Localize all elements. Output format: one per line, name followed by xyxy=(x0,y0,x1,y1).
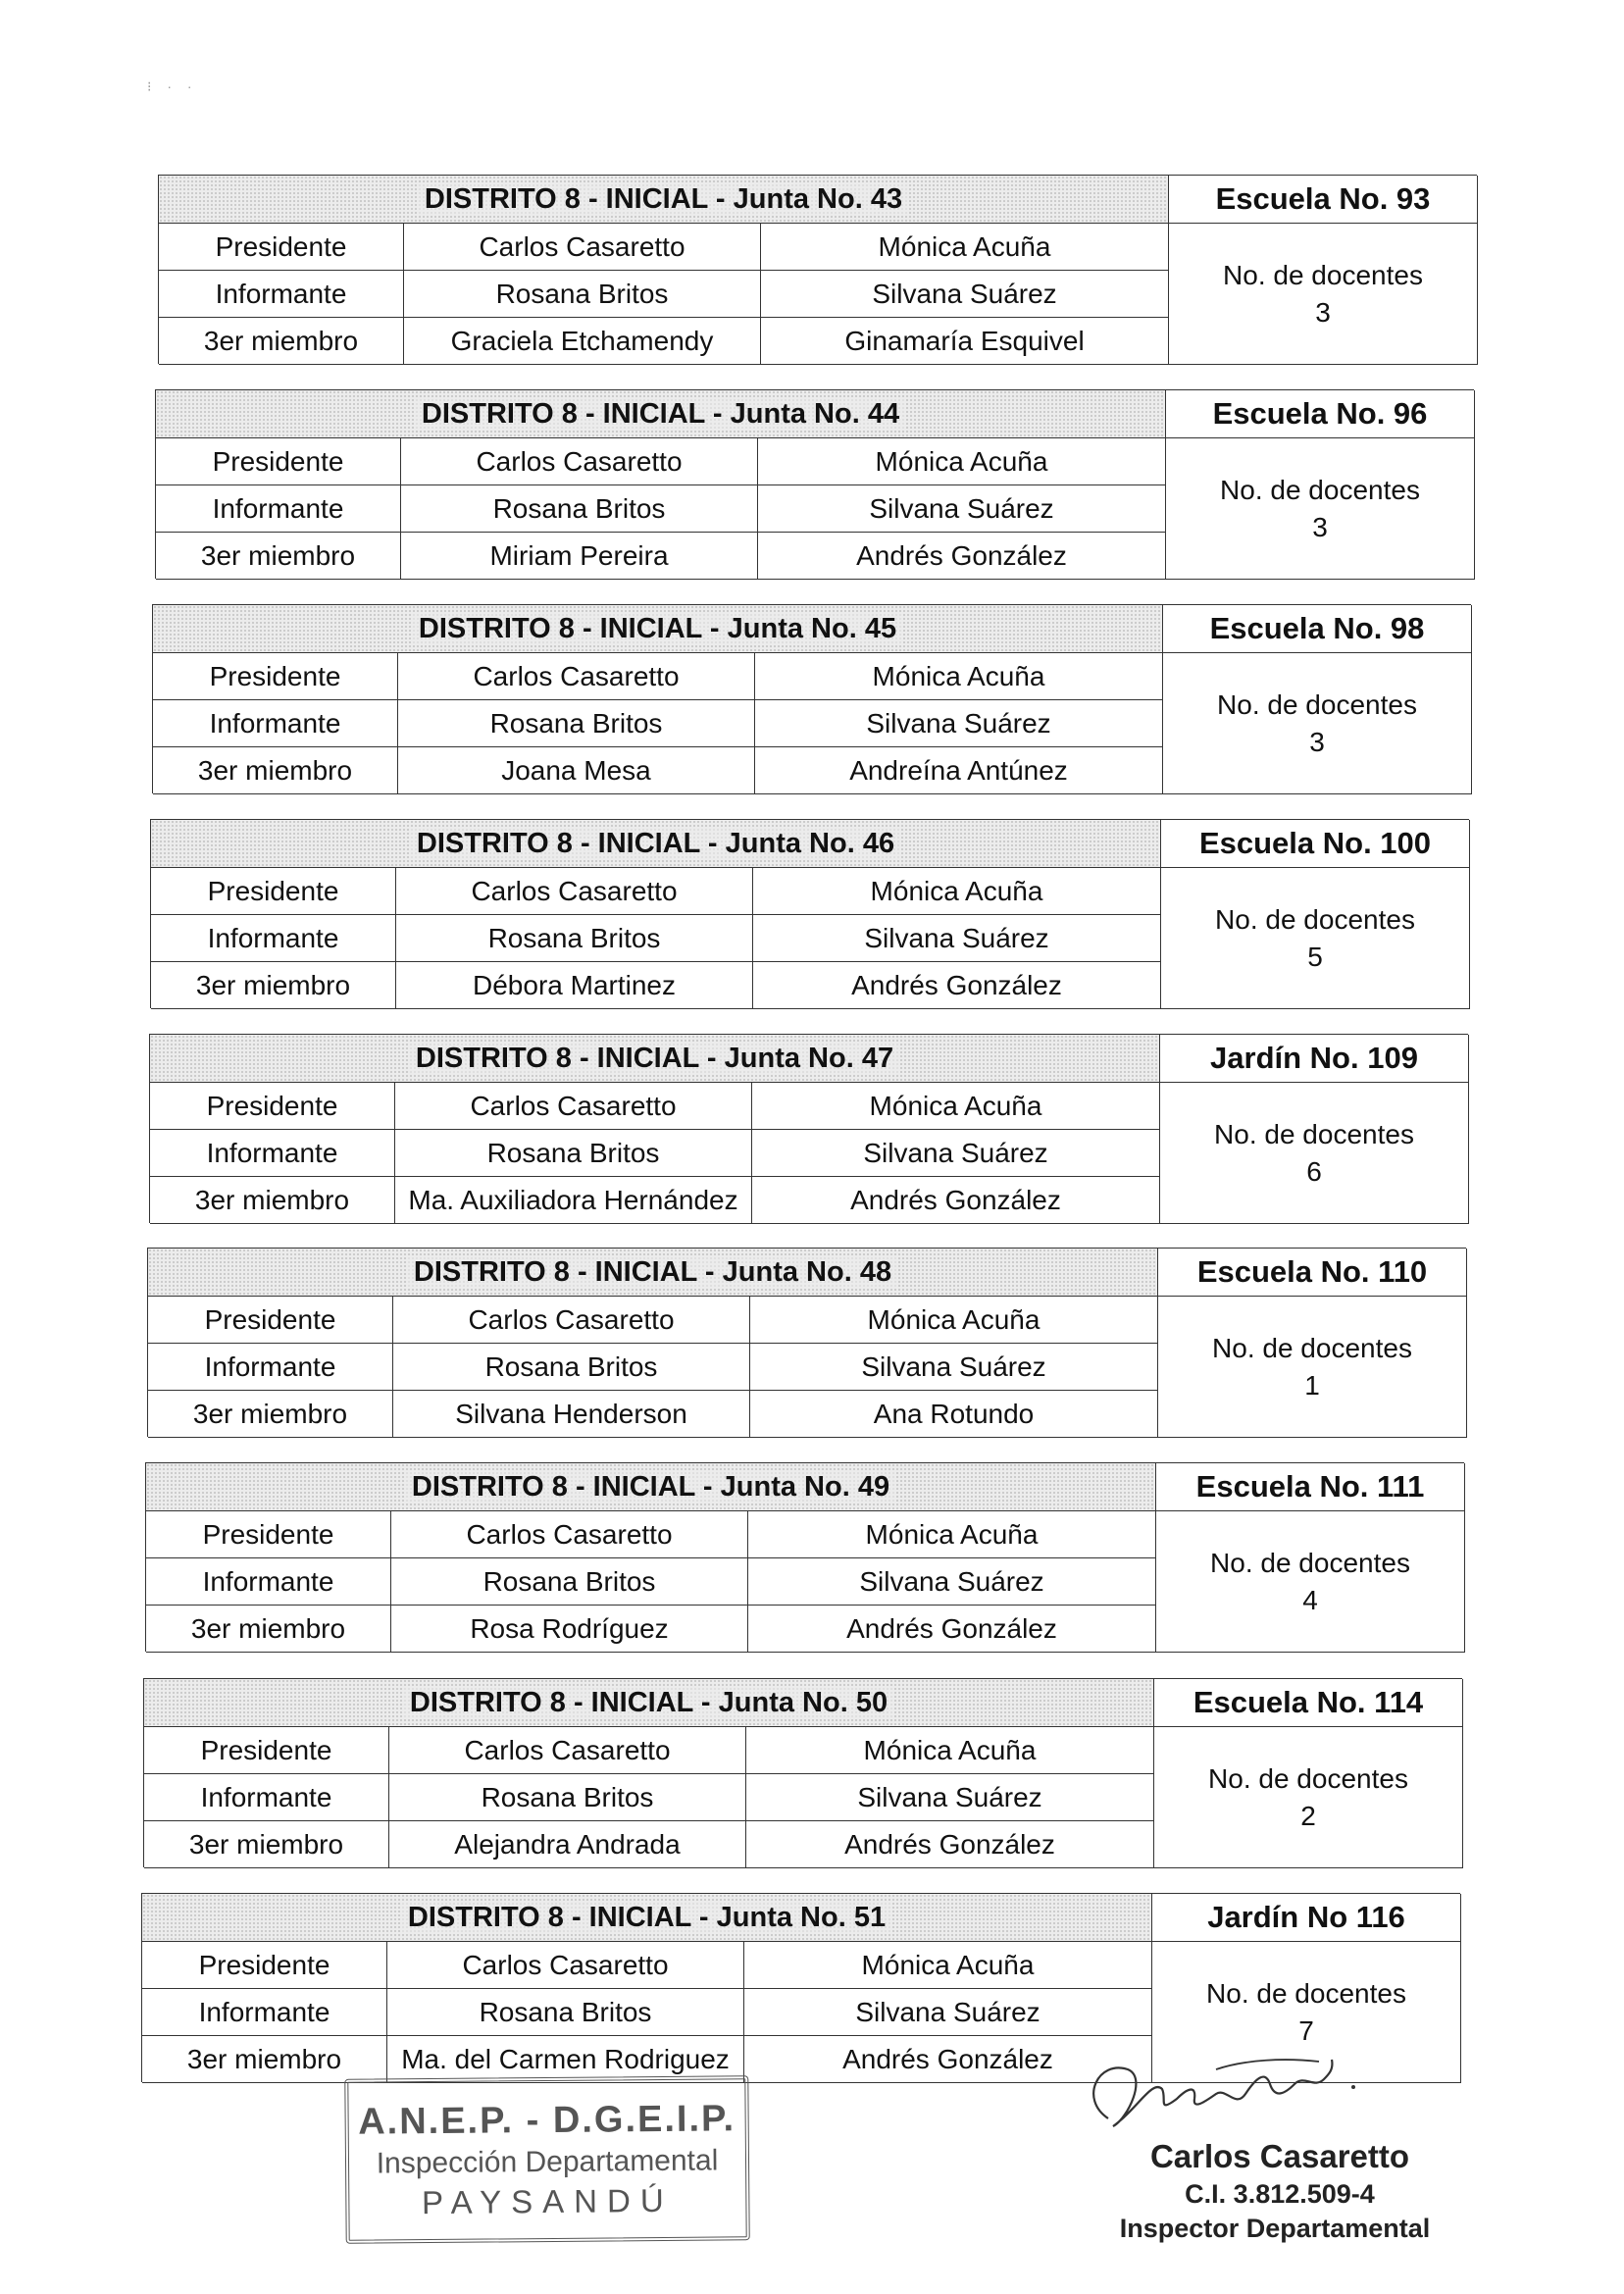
role-label-president: Presidente xyxy=(148,1297,393,1344)
member-titular-president: Carlos Casaretto xyxy=(387,1942,744,1989)
member-alternate-third-member: Andrés González xyxy=(758,533,1166,580)
junta-header xyxy=(146,1463,1156,1511)
role-label-president: Presidente xyxy=(156,438,401,485)
scan-marks: ⁝ · · xyxy=(147,78,198,94)
teachers-label: No. de docentes xyxy=(1223,259,1423,290)
member-alternate-president: Mónica Acuña xyxy=(753,868,1161,915)
junta-table xyxy=(150,819,1469,1008)
member-titular-third-member: Ma. Auxiliadora Hernández xyxy=(395,1177,752,1224)
teachers-count: 4 xyxy=(1302,1584,1318,1615)
role-label-president: Presidente xyxy=(146,1511,391,1558)
junta-header-text: DISTRITO 8 - INICIAL - Junta No. 46 xyxy=(411,828,900,860)
junta-header xyxy=(159,176,1169,224)
teachers-count: 1 xyxy=(1304,1369,1320,1401)
role-label-informant: Informante xyxy=(151,915,396,962)
member-titular-informant: Rosana Britos xyxy=(389,1774,746,1821)
junta-header-text: DISTRITO 8 - INICIAL - Junta No. 48 xyxy=(408,1256,897,1289)
role-label-informant: Informante xyxy=(142,1989,387,2036)
member-alternate-third-member: Andrés González xyxy=(746,1821,1154,1868)
junta-table xyxy=(147,1248,1466,1437)
school-name: Escuela No. 114 xyxy=(1154,1679,1463,1727)
junta-table xyxy=(152,604,1471,793)
member-alternate-informant: Silvana Suárez xyxy=(748,1558,1156,1606)
member-alternate-third-member: Ana Rotundo xyxy=(750,1391,1158,1438)
teachers-count-cell xyxy=(1160,1083,1469,1224)
role-label-informant: Informante xyxy=(148,1344,393,1391)
signature-block xyxy=(1079,2138,1471,2244)
school-name: Escuela No. 93 xyxy=(1169,176,1478,224)
member-titular-third-member: Silvana Henderson xyxy=(393,1391,750,1438)
junta-table xyxy=(158,175,1477,364)
member-titular-informant: Rosana Britos xyxy=(395,1130,752,1177)
teachers-count-cell xyxy=(1163,653,1472,794)
junta-header xyxy=(156,390,1166,438)
member-titular-informant: Rosana Britos xyxy=(396,915,753,962)
junta-header xyxy=(148,1249,1158,1297)
junta-header xyxy=(144,1679,1154,1727)
teachers-label: No. de docentes xyxy=(1206,1977,1406,2009)
role-label-third-member: 3er miembro xyxy=(159,318,404,365)
member-titular-informant: Rosana Britos xyxy=(398,700,755,747)
anep-stamp xyxy=(344,2075,749,2244)
role-label-third-member: 3er miembro xyxy=(142,2036,387,2083)
role-label-informant: Informante xyxy=(150,1130,395,1177)
role-label-president: Presidente xyxy=(150,1083,395,1130)
member-alternate-informant: Silvana Suárez xyxy=(753,915,1161,962)
role-label-third-member: 3er miembro xyxy=(144,1821,389,1868)
member-alternate-president: Mónica Acuña xyxy=(750,1297,1158,1344)
teachers-label: No. de docentes xyxy=(1210,1547,1410,1578)
junta-table xyxy=(145,1462,1464,1652)
teachers-count: 3 xyxy=(1315,296,1331,328)
signer-ci: C.I. 3.812.509-4 xyxy=(1185,2179,1375,2209)
member-titular-president: Carlos Casaretto xyxy=(389,1727,746,1774)
junta-header-text: DISTRITO 8 - INICIAL - Junta No. 51 xyxy=(402,1902,891,1934)
member-alternate-president: Mónica Acuña xyxy=(744,1942,1152,1989)
school-name: Escuela No. 111 xyxy=(1156,1463,1465,1511)
junta-header xyxy=(153,605,1163,653)
role-label-informant: Informante xyxy=(159,271,404,318)
member-titular-informant: Rosana Britos xyxy=(401,485,758,533)
role-label-president: Presidente xyxy=(144,1727,389,1774)
member-alternate-informant: Silvana Suárez xyxy=(752,1130,1160,1177)
junta-header xyxy=(150,1035,1160,1083)
member-titular-informant: Rosana Britos xyxy=(404,271,761,318)
junta-header-text: DISTRITO 8 - INICIAL - Junta No. 49 xyxy=(406,1471,895,1504)
member-alternate-informant: Silvana Suárez xyxy=(758,485,1166,533)
role-label-informant: Informante xyxy=(144,1774,389,1821)
member-alternate-third-member: Andrés González xyxy=(753,962,1161,1009)
role-label-third-member: 3er miembro xyxy=(153,747,398,794)
teachers-count-cell xyxy=(1169,224,1478,365)
teachers-label: No. de docentes xyxy=(1208,1762,1408,1794)
member-titular-president: Carlos Casaretto xyxy=(395,1083,752,1130)
teachers-count: 5 xyxy=(1307,941,1323,972)
teachers-count-cell xyxy=(1154,1727,1463,1868)
member-alternate-third-member: Andrés González xyxy=(744,2036,1152,2083)
school-name: Escuela No. 96 xyxy=(1166,390,1475,438)
teachers-count-cell xyxy=(1161,868,1470,1009)
teachers-label: No. de docentes xyxy=(1217,688,1417,720)
signer-name: Carlos Casaretto xyxy=(1149,2138,1410,2174)
member-titular-third-member: Alejandra Andrada xyxy=(389,1821,746,1868)
member-titular-third-member: Joana Mesa xyxy=(398,747,755,794)
school-name: Jardín No. 109 xyxy=(1160,1035,1469,1083)
school-name: Escuela No. 100 xyxy=(1161,820,1470,868)
junta-header xyxy=(151,820,1161,868)
member-alternate-informant: Silvana Suárez xyxy=(744,1989,1152,2036)
role-label-third-member: 3er miembro xyxy=(148,1391,393,1438)
member-alternate-third-member: Andreína Antúnez xyxy=(755,747,1163,794)
teachers-count: 7 xyxy=(1298,2014,1314,2046)
teachers-count: 3 xyxy=(1312,511,1328,542)
teachers-label: No. de docentes xyxy=(1214,1118,1414,1149)
member-titular-informant: Rosana Britos xyxy=(393,1344,750,1391)
stamp-line-1: A.N.E.P. - D.G.E.I.P. xyxy=(358,2097,736,2143)
junta-header-text: DISTRITO 8 - INICIAL - Junta No. 47 xyxy=(410,1043,899,1075)
member-titular-third-member: Rosa Rodríguez xyxy=(391,1606,748,1653)
member-titular-third-member: Ma. del Carmen Rodriguez xyxy=(387,2036,744,2083)
teachers-label: No. de docentes xyxy=(1215,903,1415,935)
role-label-third-member: 3er miembro xyxy=(156,533,401,580)
signer-role: Inspector Departamental xyxy=(1119,2214,1431,2243)
member-titular-president: Carlos Casaretto xyxy=(401,438,758,485)
teachers-label: No. de docentes xyxy=(1220,474,1420,505)
member-alternate-third-member: Andrés González xyxy=(752,1177,1160,1224)
teachers-count: 3 xyxy=(1309,726,1325,757)
role-label-president: Presidente xyxy=(153,653,398,700)
role-label-president: Presidente xyxy=(159,224,404,271)
member-alternate-president: Mónica Acuña xyxy=(755,653,1163,700)
school-name: Jardín No 116 xyxy=(1152,1894,1461,1942)
member-titular-third-member: Graciela Etchamendy xyxy=(404,318,761,365)
junta-header-text: DISTRITO 8 - INICIAL - Junta No. 44 xyxy=(416,398,905,431)
teachers-count-cell xyxy=(1166,438,1475,580)
role-label-informant: Informante xyxy=(153,700,398,747)
member-titular-president: Carlos Casaretto xyxy=(393,1297,750,1344)
teachers-count-cell xyxy=(1158,1297,1467,1438)
member-alternate-informant: Silvana Suárez xyxy=(755,700,1163,747)
member-alternate-informant: Silvana Suárez xyxy=(761,271,1169,318)
teachers-count: 2 xyxy=(1300,1800,1316,1831)
member-alternate-third-member: Ginamaría Esquivel xyxy=(761,318,1169,365)
stamp-line-2: Inspección Departamental xyxy=(376,2143,719,2180)
junta-table xyxy=(155,389,1474,579)
member-alternate-informant: Silvana Suárez xyxy=(750,1344,1158,1391)
stamp-line-3: PAYSANDÚ xyxy=(421,2181,674,2220)
member-titular-president: Carlos Casaretto xyxy=(391,1511,748,1558)
teachers-count-cell xyxy=(1156,1511,1465,1653)
role-label-president: Presidente xyxy=(151,868,396,915)
junta-header-text: DISTRITO 8 - INICIAL - Junta No. 43 xyxy=(419,183,908,216)
member-titular-informant: Rosana Britos xyxy=(391,1558,748,1606)
member-alternate-president: Mónica Acuña xyxy=(758,438,1166,485)
teachers-count: 6 xyxy=(1306,1155,1322,1187)
member-titular-president: Carlos Casaretto xyxy=(396,868,753,915)
teachers-label: No. de docentes xyxy=(1212,1332,1412,1363)
school-name: Escuela No. 98 xyxy=(1163,605,1472,653)
role-label-informant: Informante xyxy=(146,1558,391,1606)
junta-header-text: DISTRITO 8 - INICIAL - Junta No. 50 xyxy=(404,1687,893,1719)
member-titular-third-member: Miriam Pereira xyxy=(401,533,758,580)
member-alternate-president: Mónica Acuña xyxy=(761,224,1169,271)
school-name: Escuela No. 110 xyxy=(1158,1249,1467,1297)
member-alternate-informant: Silvana Suárez xyxy=(746,1774,1154,1821)
junta-table xyxy=(149,1034,1468,1223)
member-alternate-third-member: Andrés González xyxy=(748,1606,1156,1653)
junta-header xyxy=(142,1894,1152,1942)
role-label-third-member: 3er miembro xyxy=(151,962,396,1009)
member-alternate-president: Mónica Acuña xyxy=(748,1511,1156,1558)
member-alternate-president: Mónica Acuña xyxy=(746,1727,1154,1774)
member-titular-informant: Rosana Britos xyxy=(387,1989,744,2036)
member-alternate-president: Mónica Acuña xyxy=(752,1083,1160,1130)
role-label-president: Presidente xyxy=(142,1942,387,1989)
junta-table xyxy=(143,1678,1462,1867)
role-label-informant: Informante xyxy=(156,485,401,533)
role-label-third-member: 3er miembro xyxy=(150,1177,395,1224)
role-label-third-member: 3er miembro xyxy=(146,1606,391,1653)
junta-header-text: DISTRITO 8 - INICIAL - Junta No. 45 xyxy=(413,613,902,645)
member-titular-third-member: Débora Martinez xyxy=(396,962,753,1009)
member-titular-president: Carlos Casaretto xyxy=(398,653,755,700)
member-titular-president: Carlos Casaretto xyxy=(404,224,761,271)
